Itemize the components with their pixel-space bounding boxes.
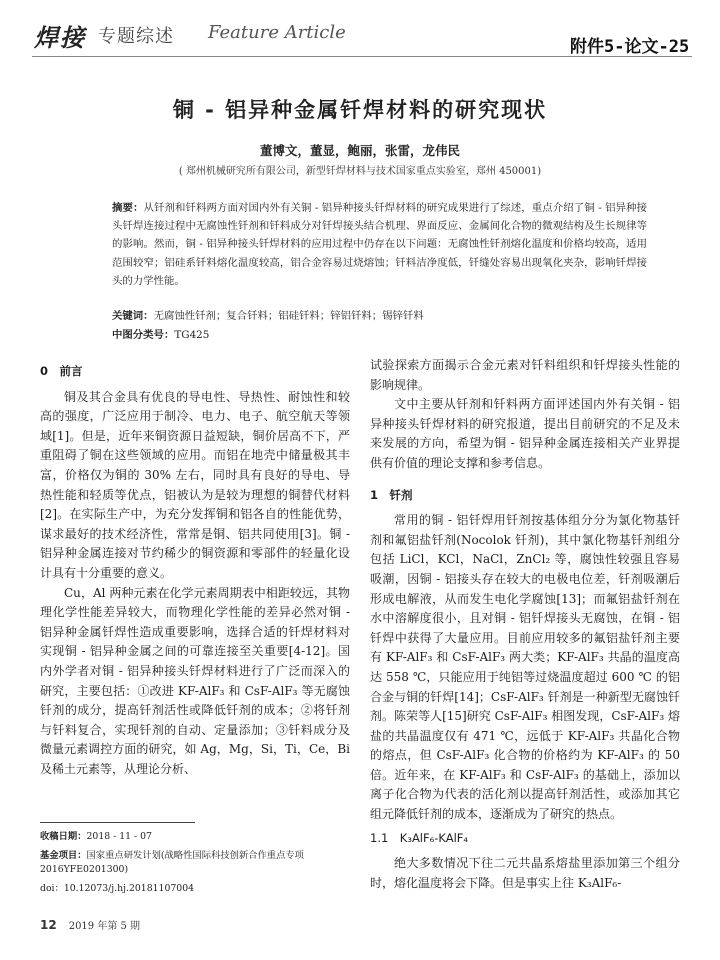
page-footer (40, 917, 140, 932)
right-column (370, 356, 680, 893)
footnote-doi: doi：10.12073/j.hj.20181107004 (40, 883, 195, 894)
section-heading-flux: 1 钎剂 (370, 487, 413, 502)
received-date: 2018 - 11 - 07 (86, 831, 152, 842)
abstract-label: 摘要： (112, 202, 144, 214)
section-name: 专题综述 (98, 26, 174, 47)
page-number: 12 (40, 918, 57, 932)
footnote-divider (40, 822, 195, 823)
left-column (40, 360, 350, 779)
classification-label: 中图分类号： (112, 329, 175, 341)
header-divider (32, 56, 692, 57)
fund-text: 国家重点研发计划(战略性国际科技创新合作重点专项 2016YFE0201300) (40, 850, 304, 875)
abstract-text: 从钎剂和钎料两方面对国内外有关铜 - 铝异种接头钎焊材料的研究成果进行了综述，重点介绍了铜 - 铝异种接头钎焊连接过程中无腐蚀性钎剂和钎料成分对钎焊接头结合机理、界面反应、金属间化合物的微观结构及生长规律等的影响。然而，铜 - 铝异种接头钎焊材料的应用过程中仍存在以下问题：无腐蚀性钎剂熔化温度和价格均较高，适用范围较窄；铝硅系钎料熔化温度较高，铝合金容易过烧熔蚀；钎料洁净度低，钎缝处容易出现氧化夹杂，影响钎焊接头的力学性能。 (112, 202, 647, 287)
paragraph: 绝大多数情况下往二元共晶系熔盐里添加第三个组分时，熔化温度将会下降。但是事实上往 K₃AlF₆- (370, 856, 680, 890)
paragraph: 铜及其合金具有优良的导电性、导热性、耐蚀性和较高的强度，广泛应用于制冷、电力、电子、航空航天等领域[1]。但是，近年来铜资源日益短缺，铜价居高不下，严重阻碍了铜在这些领域的应用。而铝在地壳中储量极其丰富，价格仅为铜的 30% 左右，同时具有良好的导电、导热性能和轻质等优点，铝被认为是较为理想的铜替代材料[2]。在实际生产中，为充分发挥铜和铝各自的性能优势，谋求最好的技术经济性，常常是铜、铝共同使用[3]。铜 - 铝异种金属连接对节约稀少的铜资源和零部件的轻量化设计具有十分重要的意义。 (40, 389, 350, 580)
keywords-label: 关键词： (112, 310, 154, 322)
journal-brand: 焊接 (34, 23, 86, 52)
paper-authors: 董博文，董显，鲍丽，张雷，龙伟民 (259, 143, 460, 158)
footnote-received (40, 830, 152, 844)
fund-label: 基金项目： (40, 850, 87, 861)
paragraph: 文中主要从钎剂和钎料两方面评述国内外有关铜 - 铝异种接头钎焊材料的研究报道，提出目前研究的不足及未来发展的方向，希望为铜 - 铝异种金属连接相关产业界提供有价值的理论支撑和参考信息。 (370, 397, 680, 470)
subsection-heading: 1.1 K₃AlF₆-KAlF₄ (370, 830, 469, 845)
paper-affiliation: ( 郑州机械研究所有限公司，新型钎焊材料与技术国家重点实验室，郑州 450001) (178, 166, 542, 177)
paper-title: 铜 - 铝异种金属钎焊材料的研究现状 (172, 98, 548, 122)
section-name-en: Feature Article (208, 22, 346, 43)
paragraph: 常用的铜 - 铝钎焊用钎剂按基体组分分为氯化物基钎剂和氟铝盐钎剂(Nocolok 钎剂)，其中氯化物基钎剂组分包括 LiCl，KCl，NaCl，ZnCl₂ 等，腐蚀性较强且容易吸潮，因铜 - 铝接头存在较大的电极电位差，钎剂吸潮后形成电解液，从而发生电化学腐蚀[13]；而氟铝盐钎剂在水中溶解度很小，且对铜 - 铝钎焊接头无腐蚀，在铜 - 铝钎焊中获得了大量应用。目前应用较多的氟铝盐钎剂主要有 KF-AlF₃ 和 CsF-AlF₃ 两大类；KF-AlF₃ 共晶的温度高达 558 ℃，只能应用于纯铝等过烧温度超过 600 ℃ 的铝合金与铜的钎焊[14]；CsF-AlF₃ 钎剂是一种新型无腐蚀钎剂。陈荣等人[15]研究 CsF-AlF₃ 相图发现，CsF-AlF₃ 熔盐的共晶温度仅有 471 ℃，远低于 KF-AlF₃ 共晶化合物的熔点，但 CsF-AlF₃ 化合物的价格约为 KF-AlF₃ 的 50 倍。近年来，在 KF-AlF₃ 和 CsF-AlF₃ 的基础上，添加以离子化合物为代表的活化剂以提高钎剂活性，或添加其它组元降低钎剂的成本，逐渐成为了研究的热点。 (370, 513, 680, 822)
footnote-fund (40, 849, 360, 877)
paragraph: Cu，Al 两种元素在化学元素周期表中相距较远，其物理化学性能差异较大，而物理化学性能的差异必然对铜 - 铝异种金属钎焊性造成重要影响，选择合适的钎焊材料对实现铜 - 铝异种金属之间的可靠连接至关重要[4-12]。国内外学者对铜 - 铝异种接头钎焊材料进行了广泛而深入的研究，主要包括：①改进 KF-AlF₃ 和 CsF-AlF₃ 等无腐蚀钎剂的成分，提高钎剂活性或降低钎剂的成本；②将钎剂与钎料复合，实现钎剂的自动、定量添加；③钎料成分及微量元素调控方面的研究，如 Ag，Mg，Si，Ti，Ce，Bi 及稀土元素等，从理论分析、 (40, 585, 350, 776)
section-heading-intro: 0 前言 (40, 364, 83, 378)
classification-code: TG425 (174, 329, 210, 341)
abstract (112, 199, 647, 290)
keywords-text: 无腐蚀性钎剂；复合钎料；铝硅钎料；锌铝钎料；锡锌钎料 (153, 310, 424, 322)
journal-header (30, 14, 690, 57)
issue-label: 2019 年第 5 期 (68, 921, 141, 932)
keywords (112, 307, 652, 322)
appendix-label: 附件5-论文-25 (570, 37, 690, 57)
received-label: 收稿日期： (40, 831, 87, 842)
paragraph: 试验探索方面揭示合金元素对钎料组织和钎焊接头性能的影响规律。 (370, 358, 680, 392)
classification (112, 326, 652, 341)
